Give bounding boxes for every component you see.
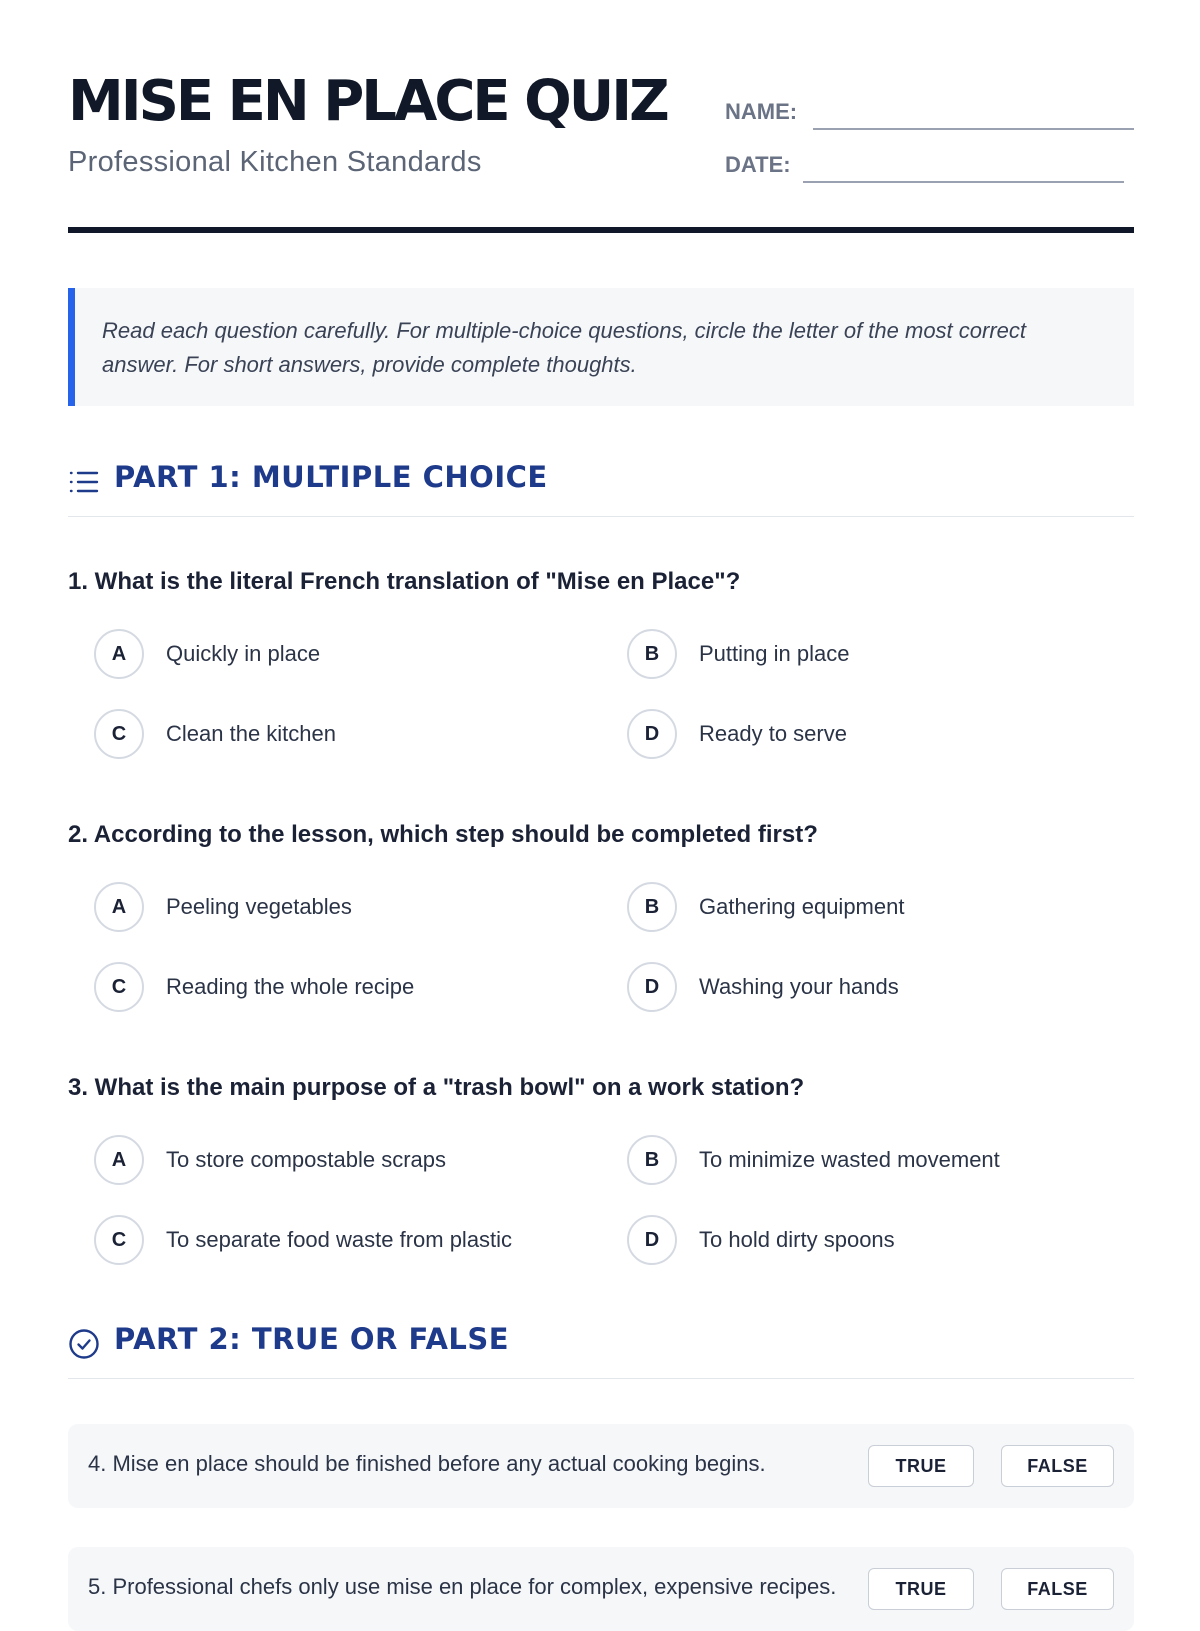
statement-text: 4. Mise en place should be finished before any actual cooking begins. — [88, 1451, 766, 1476]
option-text: To hold dirty spoons — [699, 1227, 895, 1252]
statement-text: 5. Professional chefs only use mise en place for complex, expensive recipes. — [88, 1574, 837, 1599]
q3-option-b[interactable] — [627, 1135, 1107, 1189]
option-letter[interactable]: D — [627, 709, 677, 759]
option-text: To minimize wasted movement — [699, 1147, 1000, 1172]
q1-option-c[interactable] — [94, 709, 574, 763]
instructions-text: Read each question carefully. For multiple-choice questions, circle the letter of the most correct answer. For short answers, provide complete thoughts. — [102, 318, 1027, 377]
true-button[interactable]: TRUE — [868, 1445, 974, 1487]
option-text: To separate food waste from plastic — [166, 1227, 513, 1252]
date-field[interactable] — [803, 181, 1124, 183]
option-text: Quickly in place — [166, 641, 321, 666]
part1-header — [68, 456, 1134, 517]
true-button[interactable]: TRUE — [868, 1568, 974, 1610]
tf-statement-5 — [68, 1547, 1134, 1631]
option-letter[interactable]: A — [94, 629, 144, 679]
option-letter[interactable]: C — [94, 962, 144, 1012]
q2-option-d[interactable] — [627, 962, 1107, 1016]
page-title: MISE EN PLACE QUIZ — [68, 69, 667, 134]
option-letter[interactable]: A — [94, 1135, 144, 1185]
part1-title: PART 1: MULTIPLE CHOICE — [114, 460, 548, 494]
date-label: DATE: — [725, 152, 791, 177]
option-letter[interactable]: C — [94, 709, 144, 759]
option-text: Peeling vegetables — [166, 894, 352, 919]
option-text: Washing your hands — [699, 974, 899, 999]
q1-option-d[interactable] — [627, 709, 1107, 763]
tf-statement-4 — [68, 1424, 1134, 1508]
option-letter[interactable]: B — [627, 1135, 677, 1185]
option-letter[interactable]: B — [627, 629, 677, 679]
option-text: Gathering equipment — [699, 894, 905, 919]
option-text: To store compostable scraps — [166, 1147, 447, 1172]
q3-option-c[interactable] — [94, 1215, 574, 1269]
option-letter[interactable]: B — [627, 882, 677, 932]
q2-option-a[interactable] — [94, 882, 574, 936]
question-2: 2. According to the lesson, which step should be completed first? — [68, 821, 818, 848]
option-letter[interactable]: D — [627, 1215, 677, 1265]
q2-option-c[interactable] — [94, 962, 574, 1016]
q1-option-a[interactable] — [94, 629, 574, 683]
false-button[interactable]: FALSE — [1001, 1445, 1114, 1487]
question-1: 1. What is the literal French translation of "Mise en Place"? — [68, 568, 741, 595]
q2-option-b[interactable] — [627, 882, 1107, 936]
false-button[interactable]: FALSE — [1001, 1568, 1114, 1610]
name-label: NAME: — [725, 99, 798, 124]
quiz-header — [68, 0, 1134, 236]
option-text: Ready to serve — [699, 721, 847, 746]
option-text: Clean the kitchen — [166, 721, 336, 746]
option-letter[interactable]: D — [627, 962, 677, 1012]
page-subtitle: Professional Kitchen Standards — [68, 146, 482, 178]
part2-header — [68, 1318, 1134, 1379]
option-letter[interactable]: C — [94, 1215, 144, 1265]
option-text: Putting in place — [699, 641, 850, 666]
q3-option-d[interactable] — [627, 1215, 1107, 1269]
part2-title: PART 2: TRUE OR FALSE — [114, 1322, 510, 1356]
list-icon — [68, 466, 100, 498]
check-circle-icon — [68, 1328, 100, 1360]
header-divider — [68, 227, 1134, 233]
option-text: Reading the whole recipe — [166, 974, 415, 999]
q3-option-a[interactable] — [94, 1135, 574, 1189]
option-letter[interactable]: A — [94, 882, 144, 932]
question-3: 3. What is the main purpose of a "trash bowl" on a work station? — [68, 1074, 805, 1101]
instructions-box — [68, 288, 1134, 406]
name-field[interactable] — [813, 128, 1134, 130]
q1-option-b[interactable] — [627, 629, 1107, 683]
